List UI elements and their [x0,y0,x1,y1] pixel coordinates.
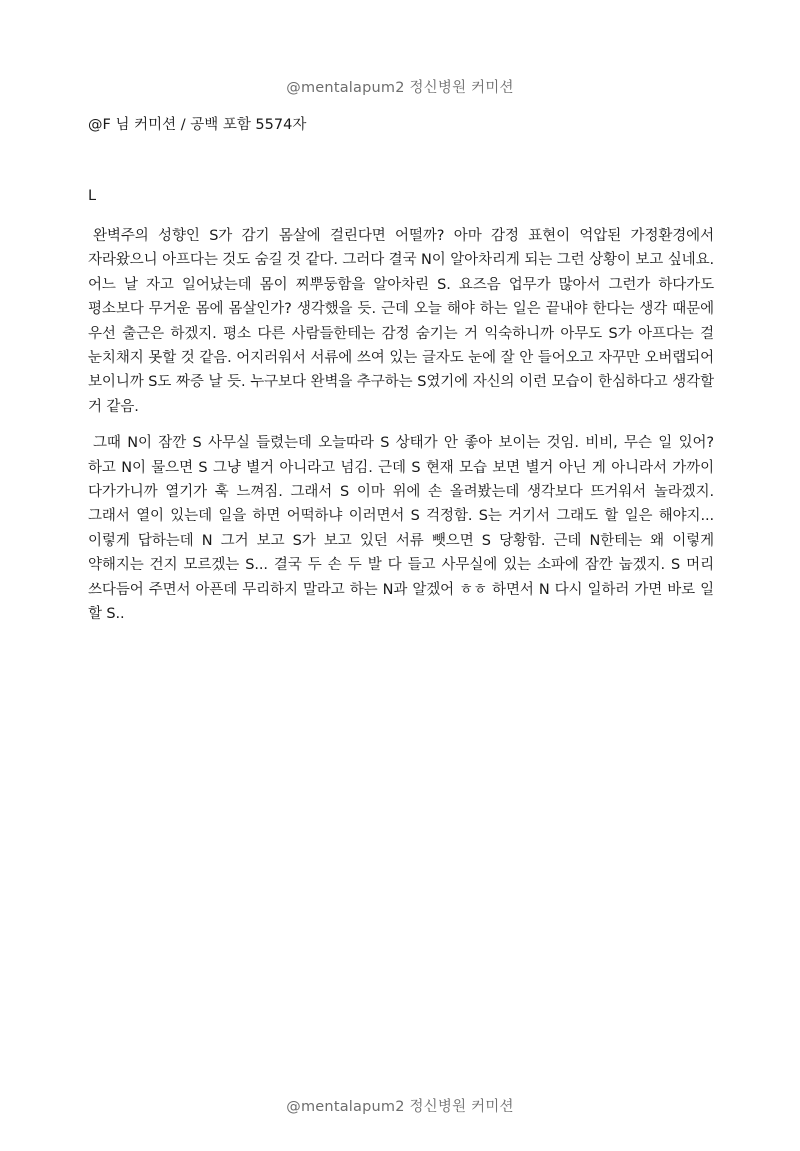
commission-info: @F 님 커미션 / 공백 포함 5574자 [88,117,307,133]
section-marker: L [88,188,97,204]
page-footer-watermark: @mentalapum2 정신병원 커미션 [286,1099,514,1115]
story-paragraph-1: 완벽주의 성향인 S가 감기 몸살에 걸린다면 어떨까? 아마 감정 표현이 억압된 가정환경에서 자라왔으니 아프다는 것도 숨길 것 같다. 그러다 결국 N이 알아차리게 되는 그런 상황이 보고 싶네요. 어느 날 자고 일어났는데 몸이 찌뿌둥함을 알아차린 S. 요즈음 업무가 많아서 그런가 하다가도 평소보다 무거운 몸에 몸살인가? 생각했을 듯. 근데 오늘 해야 하는 일은 끝내야 한다는 생각 때문에 우선 출근은 하겠지. 평소 다른 사람들한테는 감정 숨기는 거 익숙하니까 아무도 S가 아프다는 걸 눈치채지 못할 것 같음. 어지러워서 서류에 쓰여 있는 글자도 눈에 잘 안 들어오고 자꾸만 오버랩되어 보이니까 S도 짜증 날 듯. 누구보다 완벽을 추구하는 S였기에 자신의 이런 모습이 한심하다고 생각할 거 같음. [88,228,714,415]
story-body [88,224,714,639]
story-paragraph-2: 그때 N이 잠깐 S 사무실 들렸는데 오늘따라 S 상태가 안 좋아 보이는 것임. 비비, 무슨 일 있어? 하고 N이 물으면 S 그냥 별거 아니라고 넘김. 근데 S 현재 모습 보면 별거 아닌 게 아니라서 가까이 다가가니까 열기가 훅 느껴짐. 그래서 S 이마 위에 손 올려봤는데 생각보다 뜨거워서 놀라겠지. 그래서 열이 있는데 일을 하면 어떡하냐 이러면서 S 걱정함. S는 거기서 그래도 할 일은 해야지... 이렇게 답하는데 N 그거 보고 S가 보고 있던 서류 뺏으면 S 당황함. 근데 N한테는 왜 이렇게 약해지는 건지 모르겠는 S... 결국 두 손 두 발 다 들고 사무실에 있는 소파에 잠깐 눕겠지. S 머리 쓰다듬어 주면서 아픈데 무리하지 말라고 하는 N과 알겠어 ㅎㅎ 하면서 N 다시 일하러 가면 바로 일 할 S.. [88,435,714,623]
page-header-watermark: @mentalapum2 정신병원 커미션 [286,80,514,96]
